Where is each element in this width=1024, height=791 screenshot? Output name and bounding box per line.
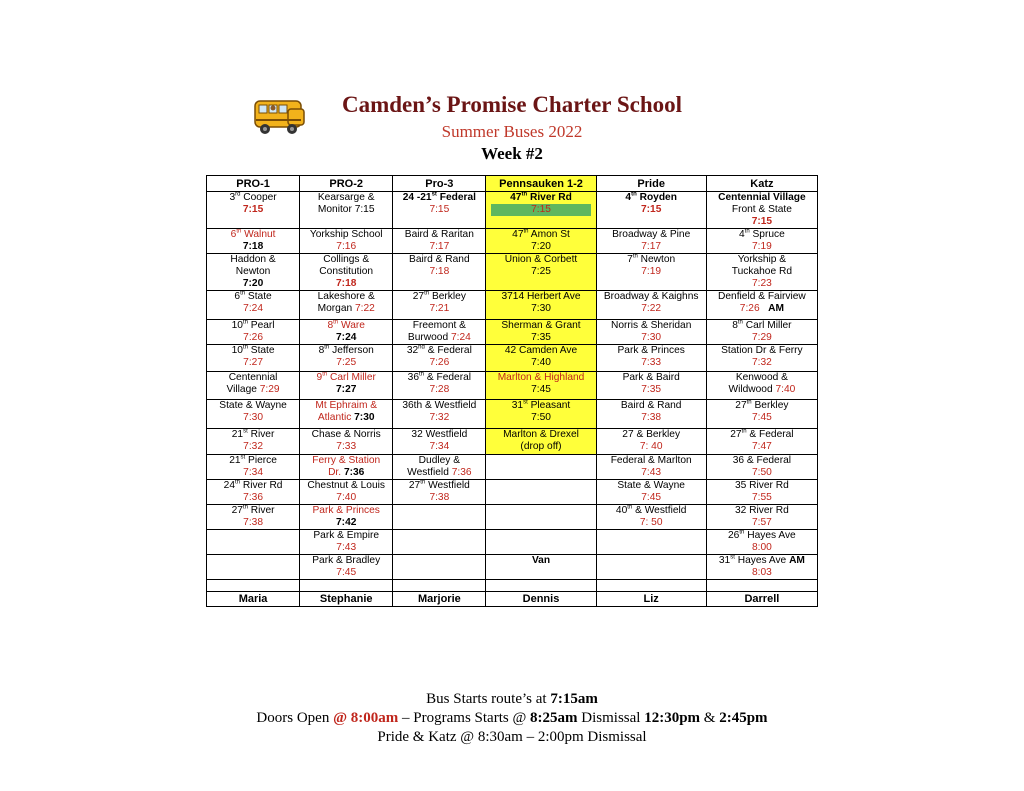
table-cell: Dudley & Westfield 7:36 (393, 455, 486, 480)
table-cell: 35 River Rd 7:55 (706, 480, 817, 505)
table-cell: Park & Princes 7:42 (300, 505, 393, 530)
table-row (207, 291, 818, 320)
table-cell (393, 580, 486, 592)
col-header-pro2: PRO-2 (300, 176, 393, 192)
col-header-pennsauken: Pennsauken 1-2 (486, 176, 596, 192)
driver-name: Stephanie (300, 592, 393, 607)
table-row (207, 429, 818, 455)
table-cell: 27 & Berkley 7: 40 (596, 429, 706, 455)
table-cell: 27th & Federal 7:47 (706, 429, 817, 455)
col-header-pride: Pride (596, 176, 706, 192)
table-row (207, 555, 818, 580)
table-cell (393, 555, 486, 580)
table-cell: 6th Walnut 7:18 (207, 229, 300, 254)
table-cell: Norris & Sheridan 7:30 (596, 320, 706, 345)
table-cell: 27th Berkley 7:21 (393, 291, 486, 320)
table-cell: Van (486, 555, 596, 580)
table-cell (706, 580, 817, 592)
table-cell: Freemont & Burwood 7:24 (393, 320, 486, 345)
table-cell: Mt Ephraim & Atlantic 7:30 (300, 400, 393, 429)
table-cell: State & Wayne 7:30 (207, 400, 300, 429)
table-cell (596, 555, 706, 580)
table-cell: 4th Spruce 7:19 (706, 229, 817, 254)
table-cell: Centennial Village 7:29 (207, 372, 300, 400)
table-cell: Kenwood & Wildwood 7:40 (706, 372, 817, 400)
table-cell: Chase & Norris 7:33 (300, 429, 393, 455)
table-cell: 7th Newton 7:19 (596, 254, 706, 291)
table-row (207, 254, 818, 291)
table-cell: Baird & Raritan 7:17 (393, 229, 486, 254)
table-row (207, 480, 818, 505)
driver-name: Darrell (706, 592, 817, 607)
table-row (207, 192, 818, 229)
table-cell: Park & Baird 7:35 (596, 372, 706, 400)
table-cell: 36th & Federal 7:28 (393, 372, 486, 400)
table-cell: Park & Empire 7:43 (300, 530, 393, 555)
bus-schedule-table (206, 175, 818, 607)
table-cell: 10th Pearl 7:26 (207, 320, 300, 345)
table-cell: Federal & Marlton 7:43 (596, 455, 706, 480)
table-cell (207, 580, 300, 592)
table-cell: Union & Corbett 7:25 (486, 254, 596, 291)
table-cell: 8th Carl Miller 7:29 (706, 320, 817, 345)
driver-name: Dennis (486, 592, 596, 607)
table-cell: Collings & Constitution 7:18 (300, 254, 393, 291)
table-cell: 21st River 7:32 (207, 429, 300, 455)
table-cell (207, 555, 300, 580)
table-cell: 27th River 7:38 (207, 505, 300, 530)
col-header-pro3: Pro-3 (393, 176, 486, 192)
table-row (207, 400, 818, 429)
table-cell: 21st Pierce 7:34 (207, 455, 300, 480)
table-cell: Broadway & Pine 7:17 (596, 229, 706, 254)
table-row (207, 530, 818, 555)
table-cell (486, 580, 596, 592)
table-cell: 31st Pleasant 7:50 (486, 400, 596, 429)
table-row (207, 455, 818, 480)
table-cell: Denfield & Fairview 7:26 AM (706, 291, 817, 320)
table-cell: Baird & Rand 7:18 (393, 254, 486, 291)
week-label: Week #2 (481, 144, 543, 163)
table-cell: Lakeshore & Morgan 7:22 (300, 291, 393, 320)
table-cell: 9th Carl Miller 7:27 (300, 372, 393, 400)
table-cell: Centennial Village Front & State 7:15 (706, 192, 817, 229)
table-cell: Sherman & Grant 7:35 (486, 320, 596, 345)
driver-name: Marjorie (393, 592, 486, 607)
table-cell: Haddon & Newton 7:20 (207, 254, 300, 291)
footer-pride-katz: Pride & Katz @ 8:30am – 2:00pm Dismissal (377, 729, 647, 745)
table-cell: 27th Berkley 7:45 (706, 400, 817, 429)
table-cell: 3714 Herbert Ave 7:30 (486, 291, 596, 320)
table-cell: 47th River Rd 7:15 (486, 192, 596, 229)
table-cell: 26th Hayes Ave 8:00 (706, 530, 817, 555)
table-cell: 24 -21st Federal 7:15 (393, 192, 486, 229)
table-cell: 3rd Cooper 7:15 (207, 192, 300, 229)
table-cell: 42 Camden Ave 7:40 (486, 345, 596, 372)
col-header-pro1: PRO-1 (207, 176, 300, 192)
table-cell: Station Dr & Ferry 7:32 (706, 345, 817, 372)
table-cell (596, 530, 706, 555)
table-cell: 10th State 7:27 (207, 345, 300, 372)
table-cell: Baird & Rand 7:38 (596, 400, 706, 429)
table-cell: 8th Jefferson 7:25 (300, 345, 393, 372)
footer-bus-start: Bus Starts route’s at 7:15am (426, 691, 598, 707)
table-cell: Chestnut & Louis 7:40 (300, 480, 393, 505)
table-cell: Ferry & Station Dr. 7:36 (300, 455, 393, 480)
table-row (207, 320, 818, 345)
table-cell: 32nd & Federal 7:26 (393, 345, 486, 372)
table-cell: 36th & Westfield 7:32 (393, 400, 486, 429)
schedule-subtitle: Summer Buses 2022 (441, 122, 583, 141)
table-row (207, 372, 818, 400)
table-cell: State & Wayne 7:45 (596, 480, 706, 505)
table-cell (486, 530, 596, 555)
table-cell: 32 River Rd 7:57 (706, 505, 817, 530)
table-cell (486, 455, 596, 480)
table-cell (393, 505, 486, 530)
table-cell: 6th State 7:24 (207, 291, 300, 320)
table-header-row (207, 176, 818, 192)
table-cell (300, 580, 393, 592)
table-cell: Park & Princes 7:33 (596, 345, 706, 372)
table-row (207, 505, 818, 530)
school-title: Camden’s Promise Charter School (341, 92, 683, 117)
col-header-katz: Katz (706, 176, 817, 192)
table-row-blank (207, 580, 818, 592)
driver-name: Liz (596, 592, 706, 607)
table-cell: Marlton & Highland 7:45 (486, 372, 596, 400)
table-cell: 40th & Westfield 7: 50 (596, 505, 706, 530)
table-cell (596, 580, 706, 592)
table-cell: 31st Hayes Ave AM 8:03 (706, 555, 817, 580)
table-cell: 4th Royden 7:15 (596, 192, 706, 229)
table-row (207, 345, 818, 372)
table-cell: 24th River Rd 7:36 (207, 480, 300, 505)
table-cell: 32 Westfield 7:34 (393, 429, 486, 455)
table-cell: Broadway & Kaighns 7:22 (596, 291, 706, 320)
table-cell: 36 & Federal 7:50 (706, 455, 817, 480)
table-cell (207, 530, 300, 555)
table-cell: 47th Amon St 7:20 (486, 229, 596, 254)
table-cell (486, 480, 596, 505)
table-cell: Park & Bradley 7:45 (300, 555, 393, 580)
table-cell (393, 530, 486, 555)
table-cell: Marlton & Drexel (drop off) (486, 429, 596, 455)
table-row (207, 229, 818, 254)
table-cell: 27th Westfield 7:38 (393, 480, 486, 505)
table-cell: Yorkship School 7:16 (300, 229, 393, 254)
driver-name: Maria (207, 592, 300, 607)
table-cell: Kearsarge & Monitor 7:15 (300, 192, 393, 229)
table-cell: Yorkship & Tuckahoe Rd 7:23 (706, 254, 817, 291)
table-cell (486, 505, 596, 530)
driver-row (207, 592, 818, 607)
footer-doors-open: Doors Open @ 8:00am – Programs Starts @ 8:25am Dismissal 12:30pm & 2:45pm (256, 710, 768, 726)
table-cell: 8th Ware 7:24 (300, 320, 393, 345)
